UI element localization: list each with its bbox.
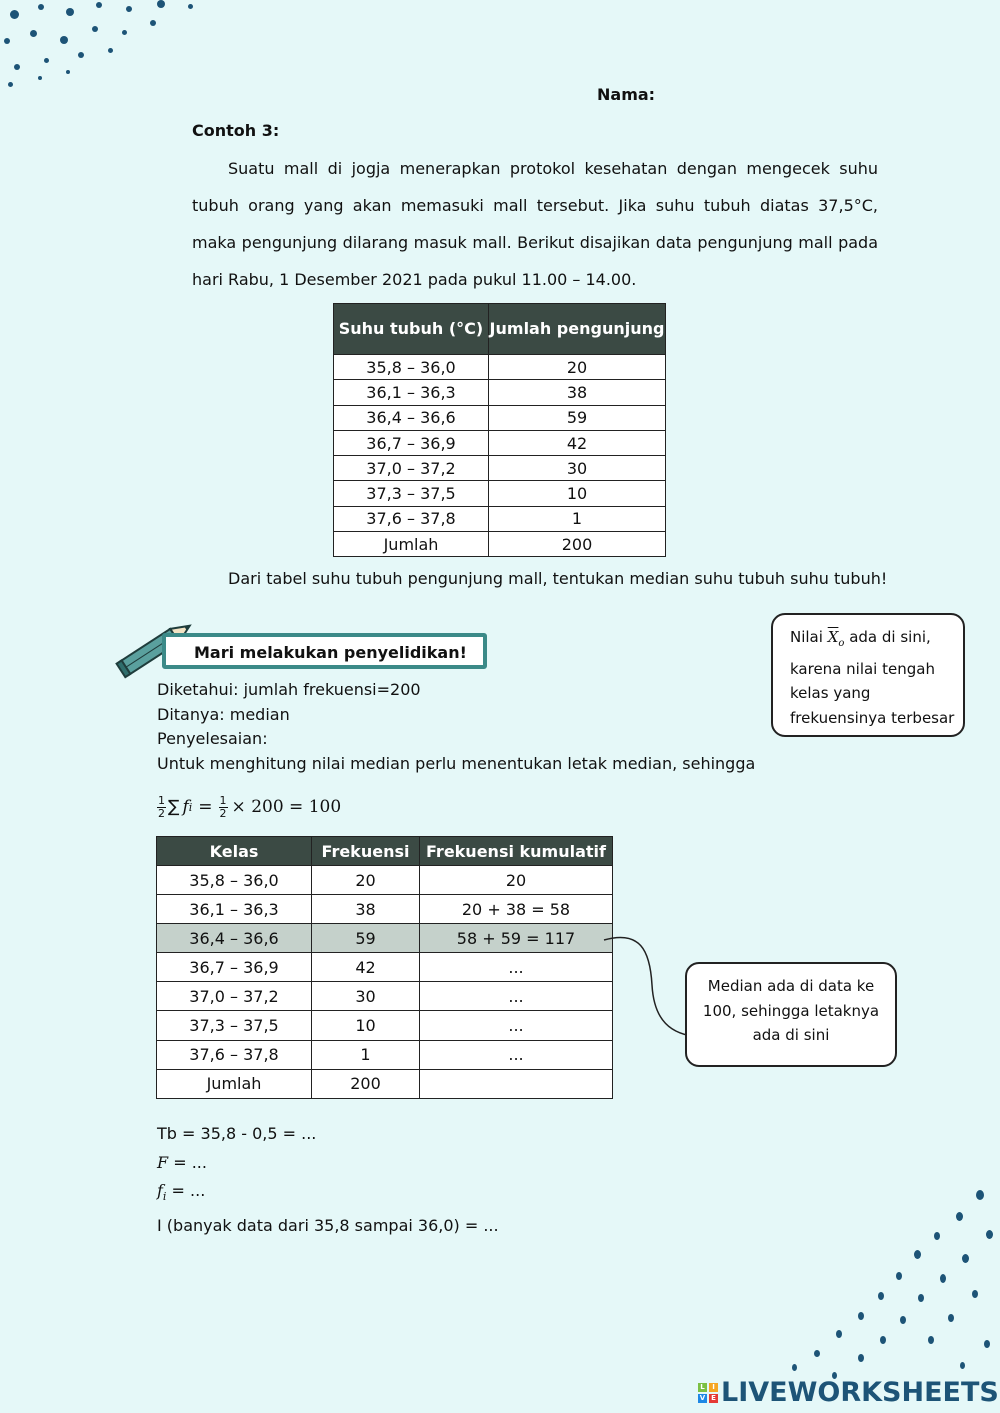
table-cell: 10	[312, 1011, 420, 1040]
table-cell: 59	[312, 924, 420, 953]
question-text	[192, 560, 892, 597]
investigation-banner: Mari melakukan penyelidikan!	[162, 633, 487, 669]
table-cell: 36,4 – 36,6	[334, 405, 489, 430]
bubble-line: Median ada di data ke	[707, 977, 875, 995]
table-header: Frekuensi	[312, 837, 420, 866]
table-cell: 36,1 – 36,3	[334, 380, 489, 405]
nama-label: Nama:	[597, 85, 656, 104]
table-row	[334, 430, 666, 455]
table-cell: 20	[420, 866, 613, 895]
table-cell: 42	[312, 953, 420, 982]
fraction-denominator: 2	[158, 806, 165, 820]
formula-result: × 200 = 100	[231, 797, 342, 817]
table-row	[157, 1011, 613, 1040]
bubble-text: ada di sini,	[849, 628, 931, 646]
subscript: i	[162, 1190, 167, 1204]
solution-info	[157, 678, 755, 776]
mode-callout-bubble	[771, 613, 965, 737]
table-row	[157, 953, 613, 982]
table-cell: Jumlah	[157, 1069, 312, 1098]
table-cell: 36,7 – 36,9	[157, 953, 312, 982]
f-symbol: f	[182, 797, 189, 817]
median-callout-bubble	[685, 962, 897, 1067]
table-row	[157, 982, 613, 1011]
table-cell: 42	[489, 430, 666, 455]
logo-letter: I	[709, 1383, 718, 1392]
fraction-numerator: 1	[158, 793, 165, 807]
answer-cell[interactable]: ...	[420, 953, 613, 982]
table-cell: 30	[489, 456, 666, 481]
table-row	[157, 1040, 613, 1069]
bubble-line	[790, 625, 963, 657]
table-header: Jumlah pengunjung	[489, 304, 666, 355]
bubble-line: karena nilai tengah	[790, 659, 935, 678]
table-row	[334, 456, 666, 481]
table-cell: 35,8 – 36,0	[334, 355, 489, 380]
table-cell: 200	[489, 532, 666, 557]
subscript: o	[838, 638, 845, 649]
asked-line: Ditanya: median	[157, 704, 290, 724]
table-header: Frekuensi kumulatif	[420, 837, 613, 866]
fraction-numerator: 1	[219, 793, 227, 807]
table-cell: 37,0 – 37,2	[334, 456, 489, 481]
table-cell: 58 + 59 = 117	[420, 924, 613, 953]
table-row	[334, 506, 666, 531]
F-symbol: F	[157, 1152, 169, 1172]
table-cell: 200	[312, 1069, 420, 1098]
bubble-line: frekuensinya terbesar	[790, 708, 955, 727]
answer-cell[interactable]: ...	[420, 1040, 613, 1069]
fraction	[157, 795, 166, 820]
table-cell: 20 + 38 = 58	[420, 895, 613, 924]
table-row	[334, 380, 666, 405]
paragraph-text: Suatu mall di jogja menerapkan protokol kesehatan dengan mengecek suhu tubuh orang yang akan memasuki mall tersebut. Jika suhu tubuh diatas 37,5°C, maka pengunjung dilarang masuk mall. Berikut disajikan data pengunjung mall pada hari Rabu, 1 Desember 2021 pada pukul 11.00 – 14.00.	[192, 159, 878, 289]
table-header: Kelas	[157, 837, 312, 866]
fi-line[interactable]	[157, 1177, 499, 1212]
fraction	[219, 795, 228, 820]
table-cell: 20	[312, 866, 420, 895]
table-cell: 36,7 – 36,9	[334, 430, 489, 455]
question-body: Dari tabel suhu tubuh pengunjung mall, tentukan median suhu tubuh suhu tubuh!	[228, 569, 888, 588]
liveworksheets-logo[interactable]	[698, 1377, 999, 1408]
example-title: Contoh 3:	[192, 121, 280, 140]
fi-value: = ...	[166, 1181, 206, 1200]
logo-letter: E	[709, 1394, 718, 1403]
table-cell: 36,1 – 36,3	[157, 895, 312, 924]
table-cell: 37,6 – 37,8	[157, 1040, 312, 1069]
answer-cell[interactable]: ...	[420, 982, 613, 1011]
logo-text: LIVEWORKSHEETS	[721, 1377, 999, 1408]
equals-sign: =	[198, 797, 213, 817]
table-header: Suhu tubuh (°C)	[334, 304, 489, 355]
sum-symbol: ∑	[168, 797, 180, 817]
bubble-prefix: Nilai	[790, 628, 823, 646]
table-cell: 10	[489, 481, 666, 506]
median-position-formula	[157, 790, 341, 824]
table-cell	[420, 1069, 613, 1098]
table-row	[334, 532, 666, 557]
bubble-line: 100, sehingga letaknya	[702, 1001, 880, 1020]
logo-icon	[698, 1383, 718, 1403]
table-cell: 36,4 – 36,6	[157, 924, 312, 953]
F-line[interactable]	[157, 1149, 499, 1178]
table-cell: 38	[489, 380, 666, 405]
table-row	[334, 481, 666, 506]
table-row	[334, 355, 666, 380]
x-bar-symbol: $\overline{X}$	[827, 628, 839, 646]
subscript: i	[188, 800, 193, 814]
temperature-table	[333, 303, 666, 557]
table-cell: 1	[489, 506, 666, 531]
highlighted-median-row	[157, 924, 613, 953]
table-row	[157, 1069, 613, 1098]
F-value: = ...	[168, 1152, 207, 1172]
f-symbol: f	[157, 1181, 163, 1200]
known-line: Diketahui: jumlah frekuensi=200	[157, 680, 421, 699]
bubble-line: ada di sini	[752, 1026, 830, 1044]
table-cell: 37,6 – 37,8	[334, 506, 489, 531]
table-cell: 59	[489, 405, 666, 430]
instruction-line: Untuk menghitung nilai median perlu menentukan letak median, sehingga	[157, 753, 756, 773]
table-cell: Jumlah	[334, 532, 489, 557]
table-cell: 30	[312, 982, 420, 1011]
bubble-line: kelas yang	[790, 684, 871, 702]
table-row	[157, 866, 613, 895]
interval-line[interactable]: I (banyak data dari 35,8 sampai 36,0) = ...	[157, 1215, 499, 1235]
logo-letter: V	[699, 1393, 706, 1402]
table-cell: 20	[489, 355, 666, 380]
tb-line[interactable]: Tb = 35,8 - 0,5 = ...	[157, 1124, 317, 1143]
calculation-block	[157, 1120, 499, 1240]
table-cell: 37,0 – 37,2	[157, 982, 312, 1011]
table-cell: 35,8 – 36,0	[157, 866, 312, 895]
solution-line: Penyelesaian:	[157, 729, 268, 748]
example-paragraph	[192, 150, 878, 298]
answer-cell[interactable]: ...	[420, 1011, 613, 1040]
logo-letter: L	[698, 1383, 707, 1392]
cumulative-frequency-table	[156, 836, 613, 1099]
table-row	[334, 405, 666, 430]
table-row	[157, 895, 613, 924]
table-cell: 37,3 – 37,5	[157, 1011, 312, 1040]
table-cell: 38	[312, 895, 420, 924]
table-cell: 1	[312, 1040, 420, 1069]
fraction-denominator: 2	[219, 806, 227, 820]
table-cell: 37,3 – 37,5	[334, 481, 489, 506]
